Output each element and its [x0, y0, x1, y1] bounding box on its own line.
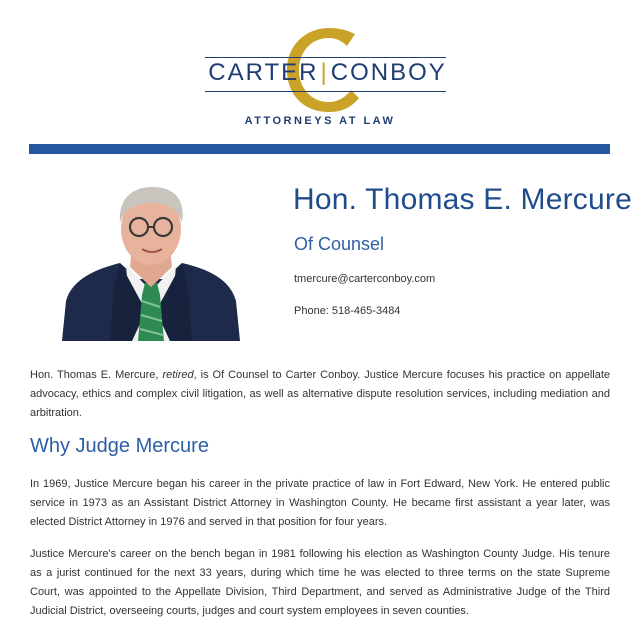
firm-logo[interactable] — [0, 0, 640, 140]
logo-tagline: ATTORNEYS AT LAW — [244, 115, 396, 127]
logo-separator: | — [320, 59, 329, 86]
intro-part2: , is Of Counsel to Carter Conboy. Justice Mercure focuses his practice on appellate advocacy, ethics and complex civil litigation, as well as alternative dispute resolution services, including mediation and arbitration. — [30, 369, 610, 419]
section-paragraph: Justice Mercure's career on the bench began in 1981 following his election as Washington County Judge. His tenure as a jurist continued for the next 33 years, during which time he was elected to three terms on the state Supreme Court, was appointed to the Appellate Division, Third Department, and served as Administrative Judge of the Third Judicial District, overseeing courts, judges and court system employees in seven counties. — [30, 548, 610, 617]
attorney-name: Hon. Thomas E. Mercure — [293, 183, 632, 216]
attorney-title: Of Counsel — [294, 234, 385, 254]
logo-wordmark — [205, 59, 450, 87]
section-heading: Why Judge Mercure — [30, 435, 209, 457]
attorney-email-link[interactable]: tmercure@carterconboy.com — [294, 273, 436, 285]
portrait-illustration — [62, 183, 240, 341]
intro-paragraph — [30, 366, 610, 423]
intro-part1: Hon. Thomas E. Mercure, — [30, 369, 163, 381]
section-paragraph: In 1969, Justice Mercure began his career in the private practice of law in Fort Edward, New York. He entered public service in 1973 as an Assistant District Attorney in Washington County. He became first assistant a year later, was elected District Attorney in 1976 and served in that position for four years. — [30, 478, 610, 528]
intro-emphasis: retired — [162, 369, 194, 381]
logo-bottom-rule — [205, 91, 446, 92]
logo-left-word: CARTER — [208, 59, 319, 86]
attorney-phone: Phone: 518-465-3484 — [294, 305, 401, 317]
logo-right-word: CONBOY — [330, 59, 447, 86]
logo-top-rule — [205, 57, 446, 58]
attorney-portrait — [62, 183, 240, 341]
header-divider-band — [29, 144, 610, 154]
